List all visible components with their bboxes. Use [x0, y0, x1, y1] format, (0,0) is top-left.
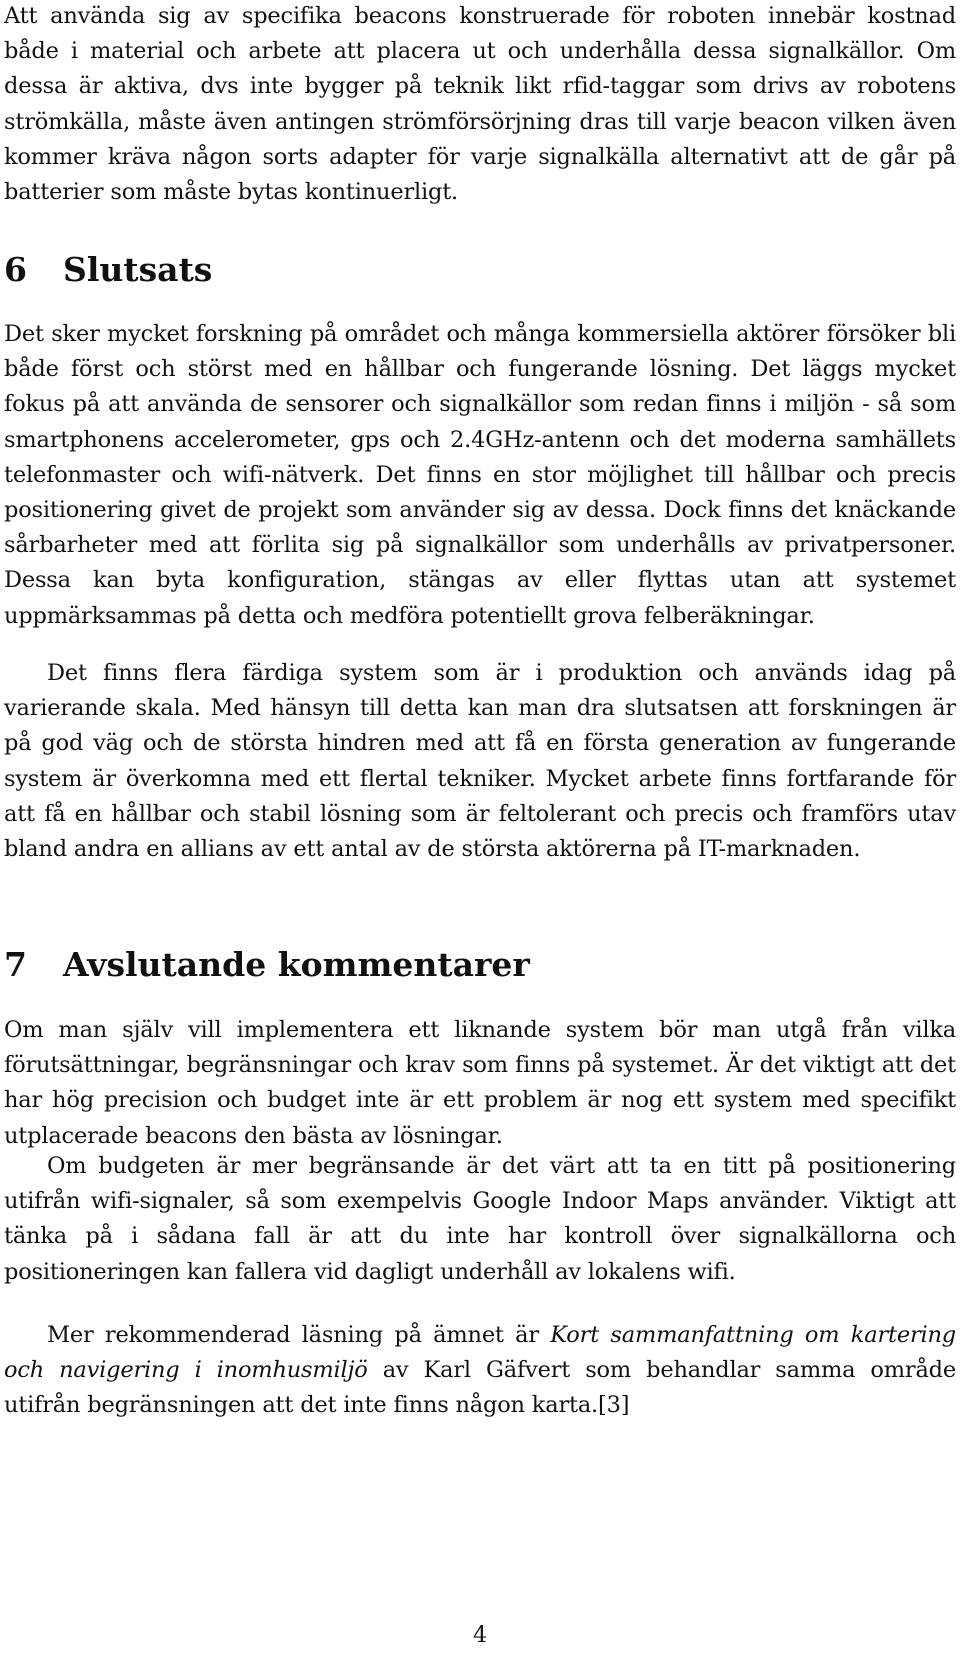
section-7-paragraph-2: Om budgeten är mer begränsande är det värt att ta en titt på positionering utifrån wifi-signaler, så som exempelvis Google Indoor Maps använder. Viktigt att tänka på i sådana fall är att du inte har kontroll över signalkällorna och positioneringen kan fallera vid dagligt underhåll av lokalens wifi. — [4, 1153, 956, 1285]
reading-intro: Mer rekommenderad läsning på ämnet är — [47, 1322, 551, 1348]
page-number: 4 — [472, 1622, 488, 1648]
section-6-title: Slutsats — [63, 250, 213, 289]
section-7-heading — [4, 945, 530, 985]
section-7-title: Avslutande kommentarer — [63, 945, 530, 984]
section-6-paragraph-2: Det finns flera färdiga system som är i produktion och används idag på varierande skala. Med hänsyn till detta kan man dra slutsatsen att forskningen är på god väg och de största hindren med att få en första generation av fungerande system är överkomna med ett flertal tekniker. Mycket arbete finns fortfarande för att få en hållbar och stabil lösning som är feltolerant och precis och framförs utav bland andra en allians av ett antal av de största aktörerna på IT-marknaden. — [4, 660, 956, 863]
section-7-paragraph-1: Om man själv vill implementera ett liknande system bör man utgå från vilka förutsättningar, begränsningar och krav som finns på systemet. Är det viktigt att det har hög precision och budget inte är ett problem är nog ett system med specifikt utplacerade beacons den bästa av lösningar. — [4, 1017, 956, 1149]
reference-title: Kort sammanfattning om kartering och navigering i inomhusmiljö — [4, 1322, 956, 1384]
section-7-number: 7 — [4, 945, 27, 984]
reading-rest: av Karl Gäfvert som behandlar samma område utifrån begränsningen att det inte finns någon karta.[3] — [4, 1357, 956, 1419]
intro-paragraph: Att använda sig av specifika beacons konstruerade för roboten innebär kostnad både i material och arbete att placera ut och underhålla dessa signalkällor. Om dessa är aktiva, dvs inte bygger på teknik likt rfid-taggar som drivs av robotens strömkälla, måste även antingen strömförsörjning dras till varje beacon vilken även kommer kräva någon sorts adapter för varje signalkälla alternativt att de går på batterier som måste bytas kontinuerligt. — [4, 3, 956, 206]
section-6-paragraph-1: Det sker mycket forskning på området och många kommersiella aktörer försöker bli både först och störst med en hållbar och fungerande lösning. Det läggs mycket fokus på att använda de sensorer och signalkällor som redan finns i miljön - så som smartphonens accelerometer, gps och 2.4GHz-antenn och det moderna samhällets telefonmaster och wifi-nätverk. Det finns en stor möjlighet till hållbar och precis positionering givet de projekt som använder sig av dessa. Dock finns det knäckande sårbarheter med att förlita sig på signalkällor som underhålls av privatpersoner. Dessa kan byta konfiguration, stängas av eller flyttas utan att systemet uppmärksammas på detta och medföra potentiellt grova felberäkningar. — [4, 321, 956, 629]
section-6-heading — [4, 250, 212, 290]
section-6-number: 6 — [4, 250, 27, 289]
section-7-paragraph-3 — [4, 1318, 956, 1424]
